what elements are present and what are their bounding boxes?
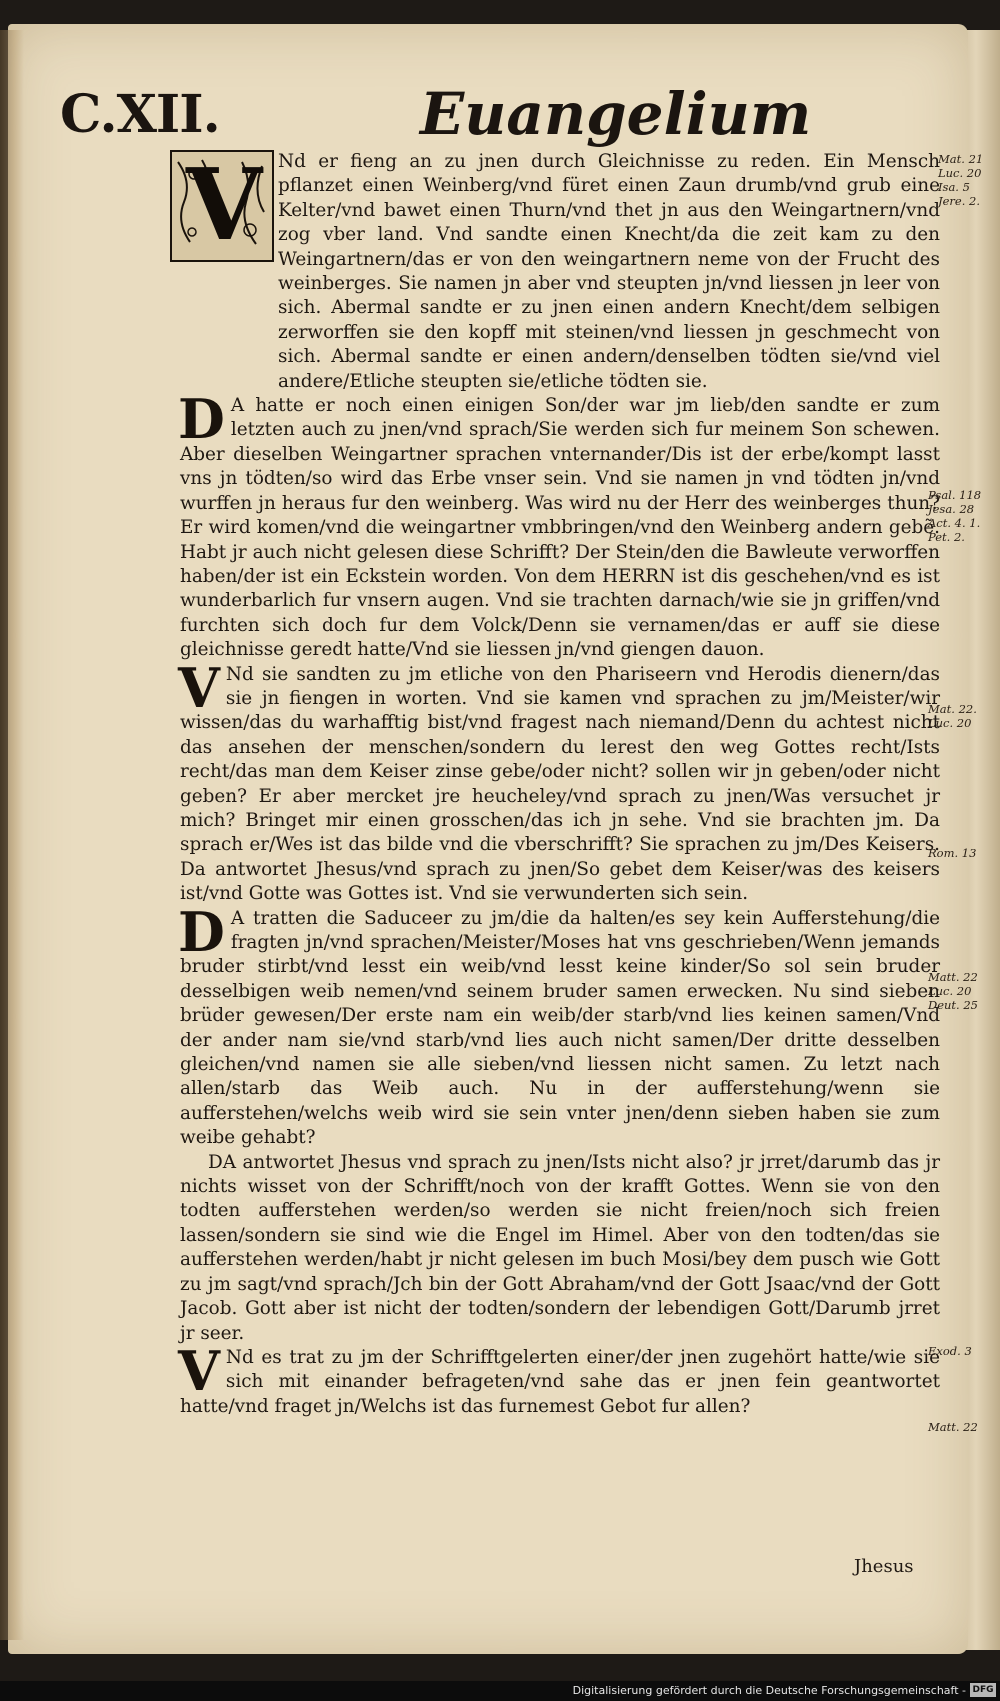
paragraph-4-text: A tratten die Saduceer zu jm/die da halten/es sey kein Aufferstehung/die fragten jn/vnd sprachen/Meister/Moses hat vns geschrieben/Wenn jemands bruder stirbt/vnd lesst ein weib/vnd lesst keine kinder/So sol sein bruder desselbigen weib nemen/vnd seinem bruder samen erwecken. Nu sind sieben brüder gewesen/Der erste nam ein weib/der starb/vnd lies keinen samen/Vnd der ander nam sie/vnd starb/vnd lies auch nicht samen/Der dritte desselben gleichen/vnd namen sie alle sieben/vnd liessen nicht samen. Zu letzt nach allen/starb das Weib auch. Nu in der aufferstehung/wenn sie aufferstehen/welchs weib wird sie sein vnter jnen/denn sieben haben sie zum weibe gehabt?	[180, 907, 940, 1149]
paragraph-4-initial: D	[178, 899, 225, 964]
page-number: C.XII.	[60, 84, 220, 145]
paragraph-1-text: Nd er fieng an zu jnen durch Gleichnisse zu reden. Ein Mensch pflanzet einen Weinberg/vnd füret einen Zaun drumb/vnd grub eine Kelter/vnd bawet einen Thurn/vnd thet jn aus den Weingartnern/vnd zog vber land. Vnd sandte einen Knecht/da die zeit kam zu den Weingartnern/das er von den weingartnern neme von der Frucht des weinberges. Sie namen jn aber vnd steupten jn/vnd liessen jn leer von sich. Abermal sandte er zu jnen einen andern Knecht/dem selbigen zerworffen sie den kopff mit steinen/vnd liessen jn geschmecht von sich. Abermal sandte er einen andern/denselben tödten sie/vnd viel andere/Etliche steupten sie/etliche tödten sie.	[278, 151, 940, 392]
margin-note-4: Rom. 13	[928, 846, 977, 860]
margin-note-5: Matt. 22 Luc. 20 Deut. 25	[928, 970, 978, 1012]
paragraph-3-initial: V	[178, 655, 220, 720]
paragraph-6	[178, 1338, 940, 1419]
margin-note-2: Psal. 118 Jesa. 28 Act. 4. 1. Pet. 2.	[928, 488, 982, 544]
margin-note-3: Mat. 22. Luc. 20	[928, 702, 977, 730]
funding-credit: Digitalisierung gefördert durch die Deutsche Forschungsgemeinschaft -	[572, 1684, 966, 1697]
paragraph-6-initial: V	[178, 1338, 220, 1403]
paragraph-5	[180, 1151, 940, 1346]
margin-note-6: Exod. 3	[928, 1344, 972, 1358]
margin-note-1: Mat. 21 Luc. 20 Isa. 5 Jere. 2.	[938, 152, 984, 208]
binding-gutter	[0, 30, 24, 1640]
paragraph-3-text: Nd sie sandten zu jm etliche von den Phariseern vnd Herodis dienern/das sie jn fiengen in worten. Vnd sie kamen vnd sprachen zu jm/Meister/wir wissen/das du warhafftig bist/vnd fragest nach niemand/Denn du achtest nicht das ansehen der menschen/sondern du lerest den weg Gottes recht/Ists recht/das man dem Keiser zinse gebe/oder nicht? sollen wir jn geben/oder nicht geben? Er aber mercket jre heucheley/vnd sprach zu jnen/Was versuchet jr mich? Bringet mir einen grosschen/das ich jn sehe. Vnd sie brachten jm. Da sprach er/Wes ist das bilde vnd die vberschrifft? Sie sprachen zu jm/Des Keisers. Da antwortet Jhesus/vnd sprach zu jnen/So gebet dem Keiser/was des keisers ist/vnd Gotte was Gottes ist. Vnd sie verwunderten sich sein.	[180, 663, 940, 905]
paragraph-5-text: DA antwortet Jhesus vnd sprach zu jnen/Ists nicht also? jr jrret/darumb das jr nichts wisset von der Schrifft/noch von der krafft Gottes. Wenn sie von den todten aufferstehen werden/so werden sie nicht freien/noch sich freien lassen/sondern sie sind wie die Engel im Himel. Aber von den todten/das sie aufferstehen werden/habt jr nicht gelesen im buch Mosi/bey dem pusch wie Gott zu jm sagt/vnd sprach/Jch bin der Gott Abraham/vnd der Gott Jsaac/vnd der Gott Jacob. Gott aber ist nicht der todten/sondern der lebendigen Gott/Darumb jrret jr seer.	[180, 1151, 940, 1344]
initial-letter: V	[186, 148, 263, 263]
running-title: Euangelium	[420, 80, 812, 148]
paragraph-2-text: A hatte er noch einen einigen Son/der war jm lieb/den sandte er zum letzten auch zu jnen/vnd sprach/Sie werden sich fur meinem Son schewen. Aber dieselben Weingartner sprachen vnternander/Dis ist der erbe/kompt lasst vns jn tödten/so wird das Erbe vnser sein. Vnd sie namen jn vnd tödten jn/vnd wurffen jn heraus fur den weinberg. Was wird nu der Herr des weinberges thun? Er wird komen/vnd die weingartner vmbbringen/vnd den Weinberg andern gebẽ. Habt jr auch nicht gelesen diese Schrifft? Der Stein/den die Bawleute verworffen haben/der ist ein Eckstein worden. Von dem HERRN ist dis geschehen/vnd es ist wunderbarlich fur vnsern augen. Vnd sie trachten darnach/wie sie jn griffen/vnd furchten sich doch fur dem Volck/Denn sie vernamen/das er auff sie diese gleichnisse geredt hatte/Vnd sie liessen jn/vnd giengen dauon.	[180, 395, 940, 661]
paragraph-1	[180, 150, 940, 394]
gospel-text	[180, 150, 940, 1419]
paragraph-2	[178, 387, 940, 662]
page-header	[60, 70, 920, 160]
paragraph-2-initial: D	[178, 387, 225, 452]
catchword: Jhesus	[854, 1556, 914, 1577]
paragraph-6-text: Nd es trat zu jm der Schrifftgelerten einer/der jnen zugehört hatte/wie sie sich mit einander befrageten/vnd sahe das er jnen fein geantwortet hatte/vnd fraget jn/Welchs ist das furnemest Gebot fur allen?	[180, 1346, 940, 1417]
margin-note-7: Matt. 22	[928, 1420, 978, 1434]
paragraph-4	[178, 899, 940, 1151]
paragraph-3	[178, 655, 940, 907]
dfg-logo[interactable]: DFG	[970, 1683, 996, 1697]
